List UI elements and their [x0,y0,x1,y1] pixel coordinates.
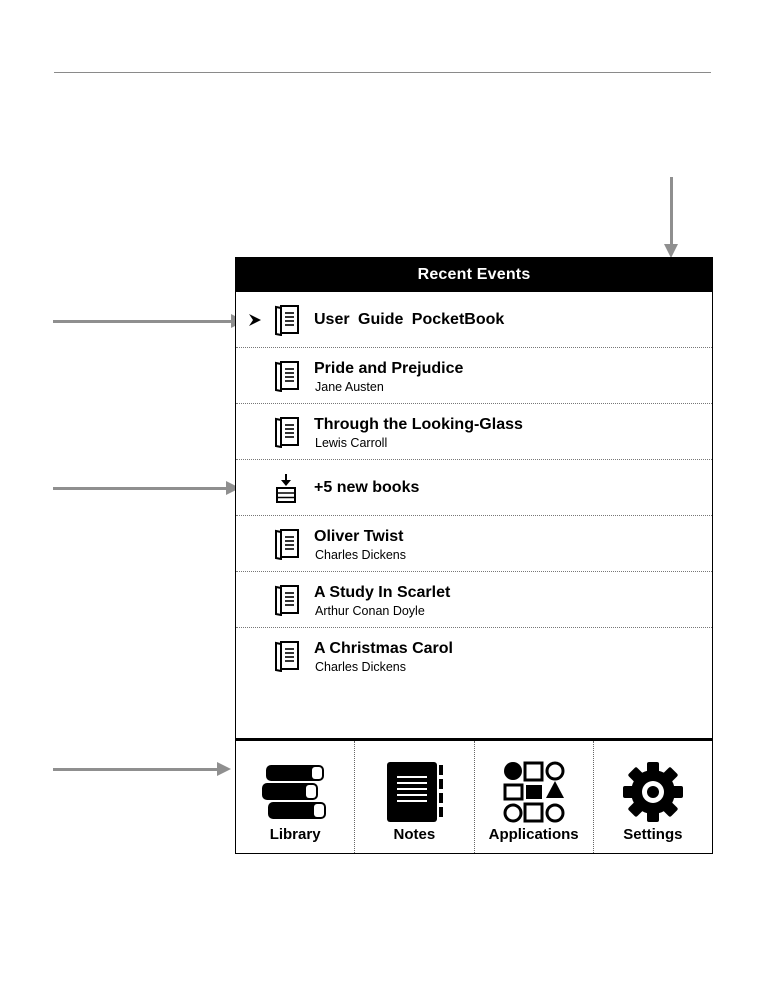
callout-arrow-header [670,177,673,246]
device-screen [235,257,713,854]
library-button[interactable] [236,741,355,853]
library-label: Library [269,826,321,843]
book-icon [274,360,300,392]
applications-label: Applications [488,826,579,843]
recent-events-list [236,292,712,740]
book-icon [274,640,300,672]
settings-label: Settings [623,826,683,843]
header-title: Recent Events [417,266,531,283]
event-row-pride-and-prejudice[interactable] [236,348,712,404]
book-icon [274,416,300,448]
event-author: Arthur Conan Doyle [315,604,425,618]
book-icon [274,304,300,336]
event-title: A Christmas Carol [314,640,453,657]
applications-button[interactable] [475,741,594,853]
notes-button[interactable] [355,741,474,853]
event-row-user-guide[interactable] [236,292,712,348]
event-title: A Study In Scarlet [314,584,451,601]
book-icon [274,584,300,616]
settings-gear-icon [618,761,688,823]
download-icon [274,472,300,504]
event-row-new-books[interactable] [236,460,712,516]
event-title: User Guide PocketBook [314,311,505,328]
recent-events-header [236,258,712,292]
event-row-through-the-looking-glass[interactable] [236,404,712,460]
book-icon [274,528,300,560]
bottom-panel [236,738,712,853]
callout-arrow-last-opened [53,320,233,323]
event-title: Through the Looking-Glass [314,416,523,433]
library-icon [260,761,330,823]
event-row-oliver-twist[interactable] [236,516,712,572]
event-row-a-study-in-scarlet[interactable] [236,572,712,628]
event-title: Pride and Prejudice [314,360,464,377]
selection-pointer-icon [248,313,262,327]
event-author: Jane Austen [315,380,384,394]
notes-label: Notes [393,826,436,843]
applications-icon [499,761,569,823]
event-title: +5 new books [314,479,420,496]
callout-arrow-bottom-bar [53,768,219,771]
event-author: Lewis Carroll [315,436,388,450]
event-author: Charles Dickens [315,548,407,562]
notes-icon [379,761,449,823]
settings-button[interactable] [594,741,712,853]
event-title: Oliver Twist [314,528,404,545]
event-author: Charles Dickens [315,660,407,674]
callout-arrow-new-books [53,487,228,490]
event-row-a-christmas-carol[interactable] [236,628,712,684]
top-rule [54,72,711,73]
